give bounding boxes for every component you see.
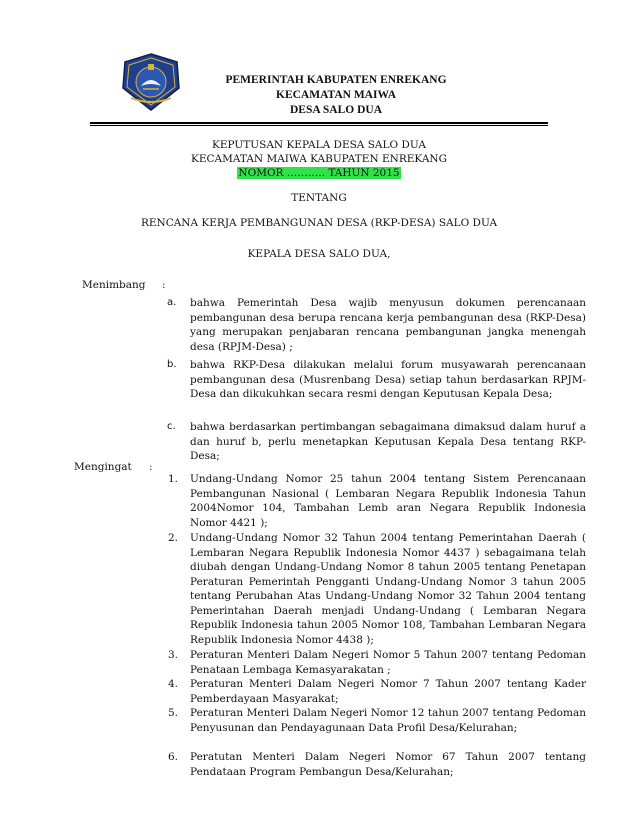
- menimbang-item: bahwa Pemerintah Desa wajib menyusun dokumen perencanaan pembangunan desa berupa rencana kerja pembangunan desa (RKP-Desa) yang merupakan penjabaran rencana pembangunan jangka menengah desa (RPJM-Desa) ;: [190, 297, 586, 353]
- mengingat-item: Peraturan Menteri Dalam Negeri Nomor 7 Tahun 2007 tentang Kader Pemberdayaan Masyarakat;: [190, 678, 586, 705]
- mengingat-colon: :: [149, 461, 153, 473]
- menimbang-marker: b.: [167, 359, 177, 370]
- header-divider-thin: [90, 125, 548, 126]
- decree-subject: RENCANA KERJA PEMBANGUNAN DESA (RKP-DESA) SALO DUA: [140, 217, 498, 229]
- mengingat-item: Peraturan Menteri Dalam Negeri Nomor 12 tahun 2007 tentang Pedoman Penyusunan dan Pendayagunaan Data Profil Desa/Kelurahan;: [190, 707, 586, 734]
- menimbang-item: bahwa RKP-Desa dilakukan melalui forum musyawarah perencanaan pembangunan desa (Musrenbang Desa) setiap tahun berdasarkan RPJM-Desa dan dikukuhkan secara resmi dengan Keputusan Kepala Desa;: [190, 359, 586, 400]
- mengingat-item: Undang-Undang Nomor 32 Tahun 2004 tentang Pemerintahan Daerah ( Lembaran Negara Republik Indonesia Nomor 4437 ) sebagaimana telah diubah dengan Undang-Undang Nomor 8 tahun 2005 tentang Penetapan Peraturan Pemerintah Pengganti Undang-Undang Nomor 3 tahun 2005 tentang Perubahan Atas Undang-Undang Nomor 32 Tahun 2004 tentang Pemerintahan Daerah menjadi Undang-Undang ( Lembaran Negara Republik Indonesia tahun 2005 Nomor 108, Tambahan Lembaran Negara Republik Indonesia Nomor 4438 );: [190, 532, 586, 646]
- mengingat-marker: 1.: [168, 473, 179, 485]
- mengingat-marker: 5.: [168, 707, 179, 719]
- mengingat-item: Undang-Undang Nomor 25 tahun 2004 tentang Sistem Perencanaan Pembangunan Nasional ( Lembaran Negara Republik Indonesia Tahun 2004Nomor 104, Tambahan Lemb aran Negara Republik Indonesia Nomor 4421 );: [190, 473, 586, 529]
- decree-about-label: TENTANG: [291, 192, 347, 204]
- letterhead: [0, 73, 638, 118]
- menimbang-colon: :: [162, 279, 166, 291]
- decree-title: KEPUTUSAN KEPALA DESA SALO DUA: [212, 139, 426, 151]
- decree-subtitle: KECAMATAN MAIWA KABUPATEN ENREKANG: [191, 153, 447, 165]
- menimbang-item: bahwa berdasarkan pertimbangan sebagaimana dimaksud dalam huruf a dan huruf b, perlu menetapkan Keputusan Kepala Desa tentang RKP-Desa;: [190, 421, 586, 462]
- decree-number: NOMOR ……….. TAHUN 2015: [238, 167, 400, 179]
- menimbang-label: Menimbang: [82, 279, 146, 291]
- letterhead-district: KECAMATAN MAIWA: [276, 89, 396, 101]
- mengingat-marker: 6.: [168, 751, 179, 763]
- menimbang-marker: a.: [167, 297, 177, 308]
- decree-number-line: [0, 166, 638, 180]
- mengingat-marker: 4.: [168, 678, 179, 690]
- mengingat-marker: 3.: [168, 649, 179, 661]
- mengingat-marker: 2.: [168, 532, 179, 544]
- menimbang-marker: c.: [167, 421, 176, 432]
- mengingat-item: Peratutan Menteri Dalam Negeri Nomor 67 Tahun 2007 tentang Pendataan Program Pembangun Desa/Kelurahan;: [190, 751, 586, 778]
- letterhead-government: PEMERINTAH KABUPATEN ENREKANG: [225, 74, 447, 86]
- letterhead-village: DESA SALO DUA: [289, 104, 383, 116]
- mengingat-label: Mengingat: [74, 461, 132, 473]
- decree-issuer: KEPALA DESA SALO DUA,: [247, 248, 391, 260]
- header-divider: [90, 122, 548, 124]
- mengingat-item: Peraturan Menteri Dalam Negeri Nomor 5 Tahun 2007 tentang Pedoman Penataan Lembaga Kemasyarakatan ;: [190, 649, 586, 676]
